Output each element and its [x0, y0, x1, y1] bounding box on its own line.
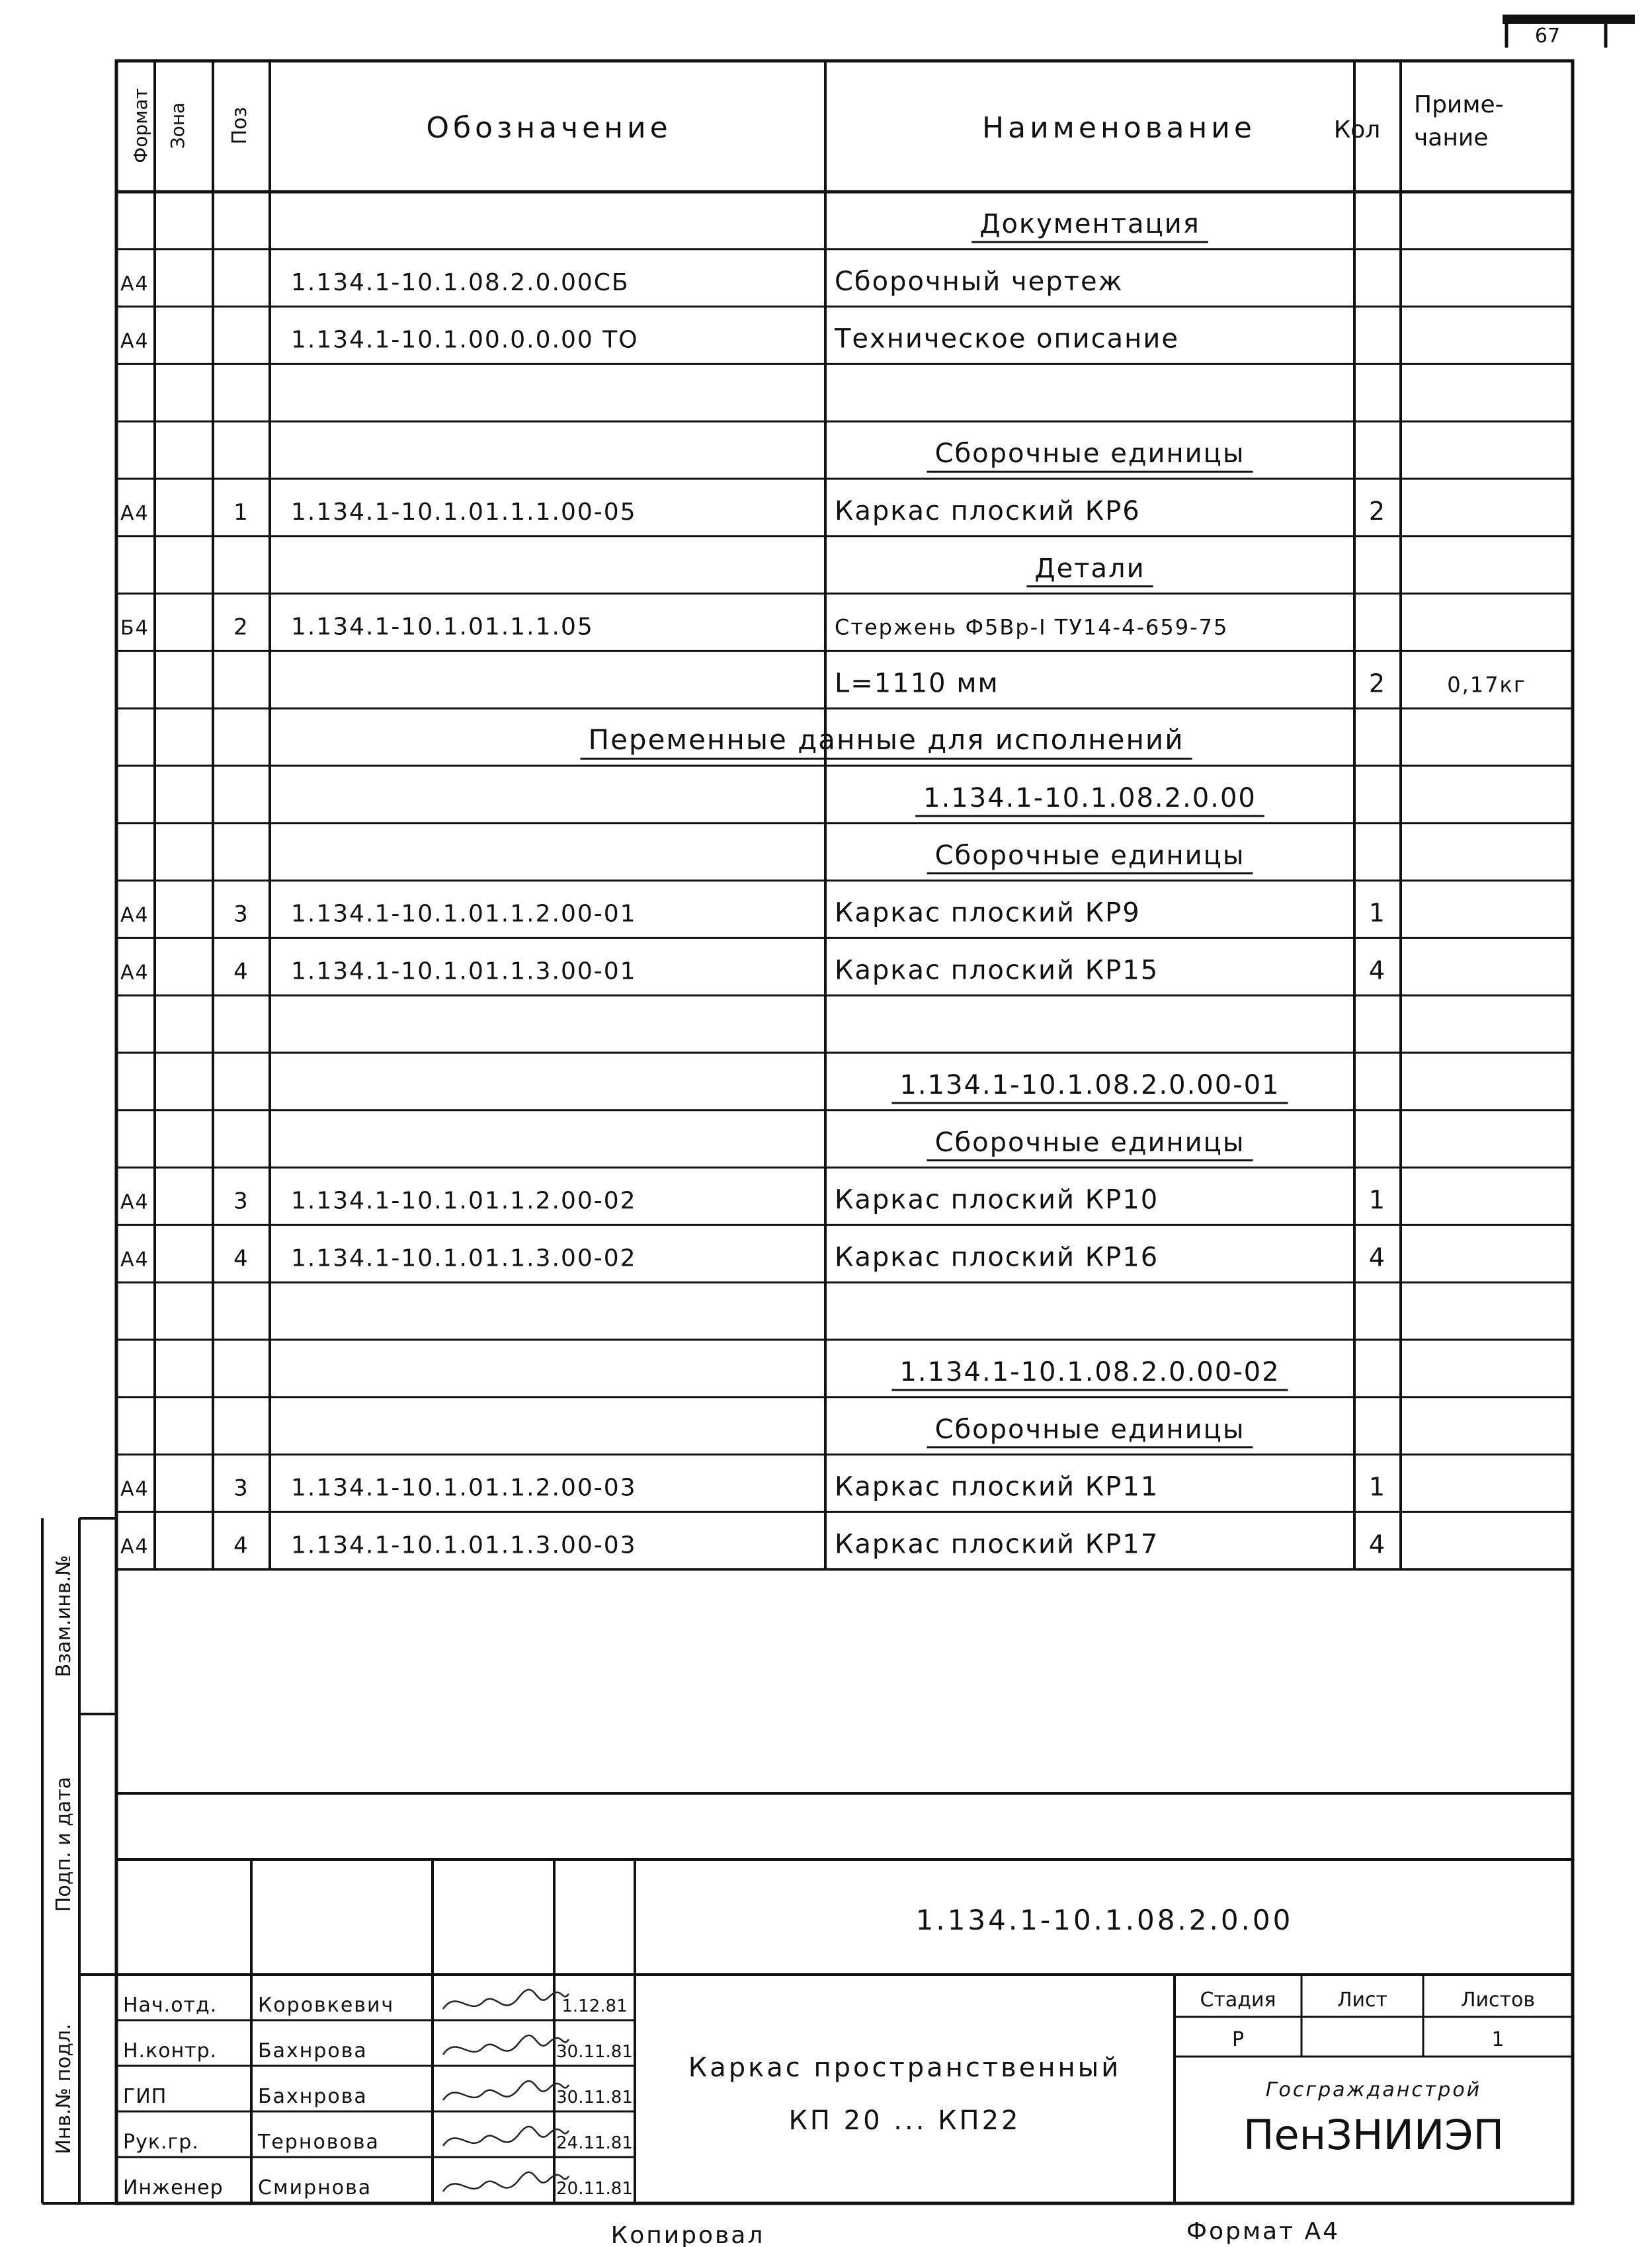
- product-title-line2: КП 20 ... КП22: [788, 2105, 1021, 2136]
- cell-format: А4: [120, 272, 149, 296]
- cell-name: 1.134.1-10.1.08.2.0.00: [923, 783, 1257, 813]
- signature-scribble: [443, 2172, 569, 2191]
- corner-tab: [1503, 15, 1635, 48]
- signer-role: Инженер: [123, 2176, 224, 2199]
- stage-label: Стадия: [1200, 1988, 1276, 2012]
- cell-pos: 4: [233, 958, 249, 985]
- spec-table-header: [130, 88, 1511, 163]
- signer-name: Бахнрова: [258, 2085, 368, 2108]
- table-row: [891, 1357, 1288, 1390]
- table-row: [971, 209, 1208, 242]
- cell-name: Каркас плоский КР11: [835, 1471, 1159, 1502]
- cell-name: Каркас плоский КР15: [835, 955, 1159, 986]
- table-row: [835, 668, 1526, 698]
- side-label-podp-data: Подп. и дата: [52, 1776, 75, 1912]
- table-row: [120, 955, 1386, 985]
- side-label-vzam-inv: Взам.инв.№: [52, 1555, 75, 1678]
- footer-copied: Копировал: [610, 2222, 765, 2247]
- cell-pos: 1: [233, 499, 249, 526]
- spec-table-rows: [120, 209, 1526, 1559]
- signer-date: 20.11.81: [556, 2179, 633, 2199]
- cell-format: Б4: [120, 616, 149, 640]
- cell-name: Сборочный чертеж: [835, 266, 1124, 297]
- signer-row: [123, 2035, 633, 2063]
- cell-qty: 4: [1368, 956, 1387, 985]
- table-row: [120, 324, 1179, 354]
- signer-role: ГИП: [123, 2085, 167, 2108]
- header-pos: Поз: [228, 106, 251, 145]
- signer-date: 1.12.81: [561, 1996, 628, 2016]
- cell-name: Каркас плоский КР9: [835, 897, 1141, 928]
- cell-qty: 1: [1368, 1472, 1387, 1502]
- cell-note: 0,17кг: [1447, 672, 1526, 698]
- cell-name: Сборочные единицы: [934, 840, 1245, 871]
- signer-name: Коровкевич: [258, 1994, 395, 2017]
- signature-scribble: [443, 2081, 569, 2100]
- cell-name: Стержень Ф5Вр-I ТУ14-4-659-75: [835, 614, 1229, 640]
- table-row: [120, 496, 1386, 526]
- cell-designation: 1.134.1-10.1.01.1.3.00-03: [291, 1532, 637, 1559]
- cell-pos: 4: [233, 1245, 249, 1272]
- cell-name: 1.134.1-10.1.08.2.0.00-01: [899, 1070, 1280, 1100]
- cell-designation: 1.134.1-10.1.01.1.1.00-05: [291, 499, 637, 526]
- cell-pos: 3: [233, 1188, 249, 1215]
- org-line1: Госгражданстрой: [1265, 2078, 1482, 2102]
- cell-name: Сборочные единицы: [934, 1414, 1245, 1445]
- cell-name: Каркас плоский КР17: [835, 1529, 1159, 1560]
- header-designation: Обозначение: [426, 111, 672, 145]
- table-row: [120, 1472, 1386, 1502]
- cell-name: Сборочные единицы: [934, 1127, 1245, 1158]
- table-row: [927, 1127, 1253, 1161]
- table-row: [120, 614, 1228, 641]
- cell-designation: Переменные данные для исполнений: [588, 723, 1184, 756]
- cell-designation: 1.134.1-10.1.01.1.2.00-03: [291, 1474, 637, 1502]
- stage-value: Р: [1231, 2028, 1245, 2051]
- table-row: [580, 723, 1192, 758]
- signature-scribble: [443, 2127, 569, 2146]
- product-title-line1: Каркас пространственный: [688, 2053, 1122, 2083]
- table-row: [891, 1070, 1288, 1103]
- cell-pos: 2: [233, 614, 249, 641]
- cell-qty: 4: [1368, 1243, 1387, 1272]
- table-row: [120, 1242, 1386, 1272]
- signer-date: 30.11.81: [556, 2088, 633, 2107]
- cell-format: А4: [120, 502, 149, 525]
- signer-role: Нач.отд.: [123, 1994, 218, 2017]
- signer-role: Рук.гр.: [123, 2131, 199, 2154]
- sheet-label: Лист: [1337, 1988, 1388, 2012]
- signature-scribble: [443, 1990, 569, 2009]
- cell-pos: 4: [233, 1532, 249, 1559]
- signer-name: Бахнрова: [258, 2039, 368, 2063]
- cell-format: А4: [120, 1248, 149, 1272]
- table-row: [927, 1414, 1253, 1448]
- cell-format: А4: [120, 329, 149, 353]
- header-qty: Кол: [1333, 116, 1381, 143]
- cell-designation: 1.134.1-10.1.01.1.3.00-02: [291, 1245, 637, 1272]
- cell-name: Каркас плоский КР16: [835, 1242, 1159, 1273]
- signer-date: 30.11.81: [556, 2042, 633, 2062]
- signer-name: Смирнова: [258, 2176, 372, 2199]
- cell-designation: 1.134.1-10.1.00.0.0.00 ТО: [291, 326, 639, 354]
- cell-format: А4: [120, 961, 149, 985]
- cell-name: Каркас плоский КР10: [835, 1184, 1159, 1215]
- header-format: Формат: [130, 88, 151, 163]
- cell-format: А4: [120, 903, 149, 927]
- cell-name: L=1110 мм: [835, 668, 999, 699]
- cell-pos: 3: [233, 901, 249, 928]
- table-row: [927, 438, 1253, 471]
- table-row: [1026, 553, 1153, 587]
- header-name: Наименование: [982, 111, 1256, 145]
- cell-name: Техническое описание: [835, 323, 1179, 354]
- sheets-value: 1: [1491, 2028, 1505, 2051]
- signer-row: [123, 1990, 628, 2017]
- cell-name: 1.134.1-10.1.08.2.0.00-02: [899, 1357, 1280, 1387]
- cell-name: Документация: [979, 209, 1200, 239]
- signer-role: Н.контр.: [123, 2039, 218, 2063]
- cell-format: А4: [120, 1535, 149, 1559]
- signer-date: 24.11.81: [556, 2133, 633, 2153]
- cell-name: Сборочные единицы: [934, 438, 1245, 470]
- signer-name: Терновова: [258, 2131, 380, 2154]
- table-row: [120, 898, 1386, 928]
- table-row: [120, 1529, 1386, 1559]
- title-doc-number: 1.134.1-10.1.08.2.0.00: [915, 1904, 1294, 1936]
- table-row: [915, 783, 1264, 816]
- cell-designation: 1.134.1-10.1.01.1.3.00-01: [291, 958, 637, 985]
- cell-qty: 2: [1368, 669, 1387, 698]
- signer-row: [123, 2172, 633, 2199]
- cell-designation: 1.134.1-10.1.01.1.2.00-01: [291, 900, 637, 928]
- table-row: [927, 840, 1253, 874]
- corner-tab-number: 67: [1534, 24, 1561, 48]
- header-note: Приме- чание: [1414, 91, 1504, 151]
- cell-name: Детали: [1034, 553, 1145, 584]
- cell-format: А4: [120, 1190, 149, 1214]
- header-zone: Зона: [167, 102, 188, 149]
- org-line2: ПенЗНИИЭП: [1243, 2111, 1505, 2159]
- signer-row: [123, 2127, 633, 2154]
- cell-qty: 1: [1368, 1185, 1387, 1215]
- cell-name: Каркас плоский КР6: [835, 496, 1141, 526]
- cell-qty: 2: [1368, 497, 1387, 526]
- footer-format: Формат А4: [1186, 2218, 1341, 2245]
- side-label-inv-podl: Инв.№ подл.: [52, 2023, 75, 2154]
- sheets-label: Листов: [1460, 1988, 1536, 2012]
- signature-scribble: [443, 2035, 569, 2055]
- cell-designation: 1.134.1-10.1.01.1.2.00-02: [291, 1187, 637, 1215]
- table-row: [120, 1185, 1386, 1215]
- signer-row: [123, 2081, 633, 2108]
- cell-qty: 1: [1368, 898, 1387, 928]
- cell-designation: 1.134.1-10.1.08.2.0.00СБ: [291, 268, 630, 296]
- cell-designation: 1.134.1-10.1.01.1.1.05: [291, 613, 594, 641]
- cell-pos: 3: [233, 1475, 249, 1502]
- cell-format: А4: [120, 1477, 149, 1501]
- cell-qty: 4: [1368, 1530, 1387, 1559]
